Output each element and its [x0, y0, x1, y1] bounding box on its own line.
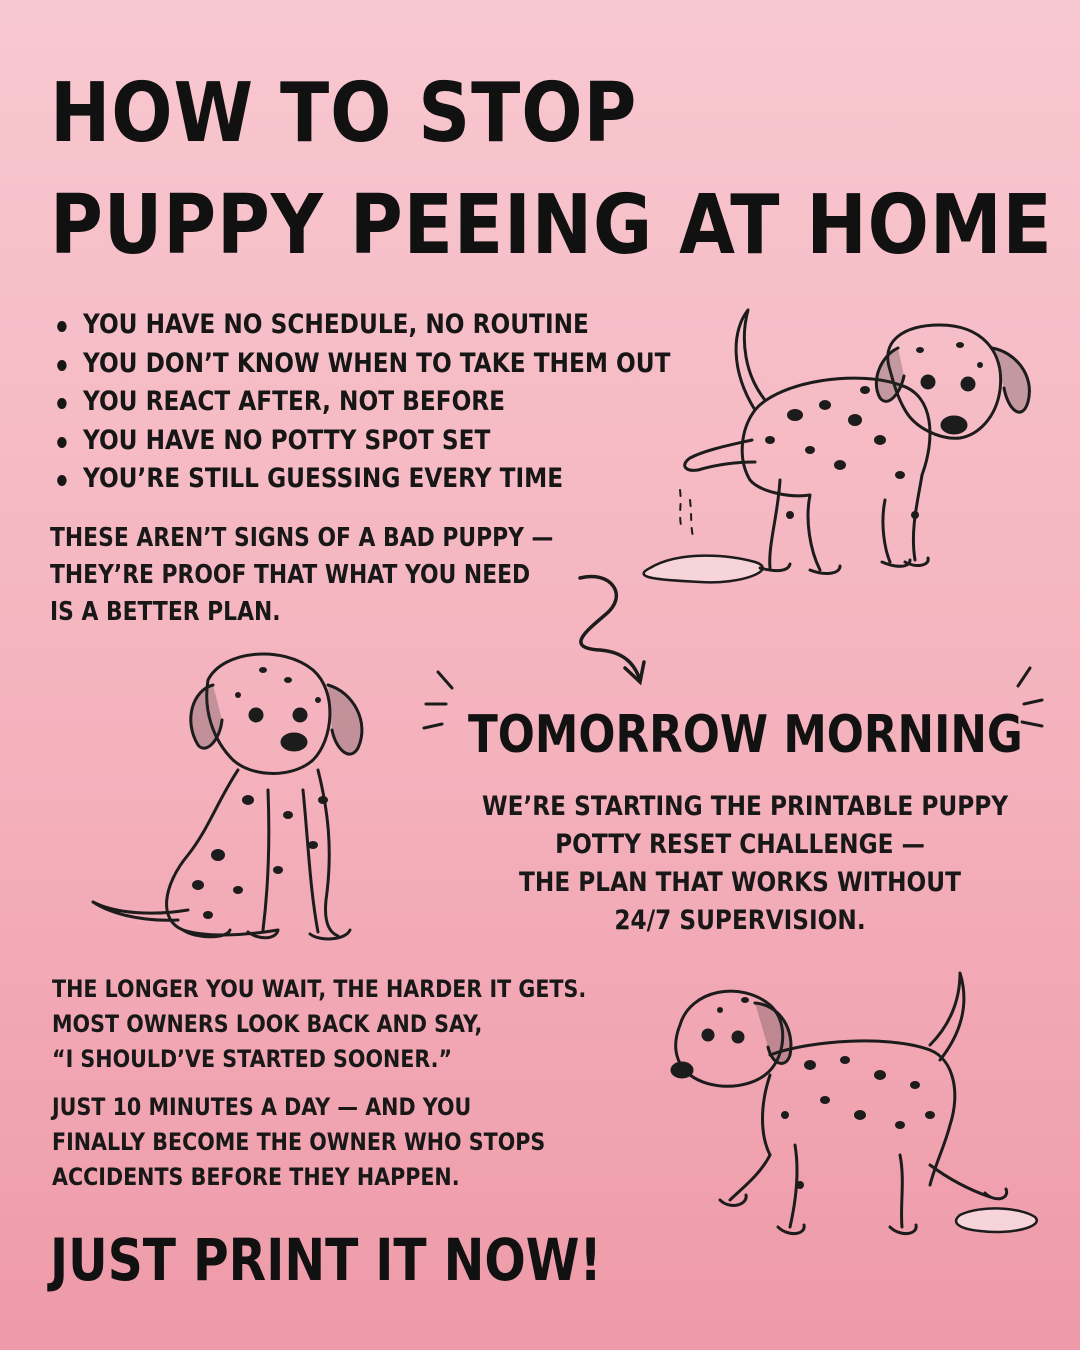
- title-line-1: HOW TO STOP: [50, 66, 638, 161]
- problem-item: YOU DON’T KNOW WHEN TO TAKE THEM OUT: [52, 345, 620, 384]
- challenge-line: POTTY RESET CHALLENGE —: [555, 829, 925, 860]
- paws: [760, 558, 928, 573]
- tail: [736, 310, 765, 410]
- ear-left: [191, 685, 222, 748]
- challenge-line: WE’RE STARTING THE PRINTABLE PUPPY: [482, 791, 1009, 822]
- better-plan-line: THEY’RE PROOF THAT WHAT YOU NEED: [50, 560, 531, 590]
- better-plan-text: [50, 520, 553, 631]
- tomorrow-morning-heading: TOMORROW MORNING: [468, 705, 1023, 765]
- page-title: [50, 58, 1053, 282]
- print-now-cta: JUST PRINT IT NOW!: [50, 1226, 602, 1294]
- problem-list: [52, 306, 712, 499]
- minutes-line: ACCIDENTS BEFORE THEY HAPPEN.: [52, 1163, 460, 1191]
- wait-line: THE LONGER YOU WAIT, THE HARDER IT GETS.: [52, 975, 587, 1003]
- ear-left: [876, 348, 904, 401]
- challenge-line: 24/7 SUPERVISION.: [614, 905, 866, 936]
- better-plan-line: IS A BETTER PLAN.: [50, 597, 281, 627]
- wait-line: “I SHOULD’VE STARTED SOONER.”: [52, 1045, 453, 1073]
- wait-text: [52, 972, 586, 1077]
- better-plan-line: THESE AREN’T SIGNS OF A BAD PUPPY —: [50, 523, 554, 553]
- challenge-text: [440, 788, 1040, 940]
- peeing-puppy-illustration: [660, 300, 1060, 600]
- sitting-puppy-illustration: [88, 640, 388, 960]
- problem-item: YOU’RE STILL GUESSING EVERY TIME: [52, 460, 620, 499]
- minutes-line: JUST 10 MINUTES A DAY — AND YOU: [52, 1093, 472, 1121]
- tail: [93, 902, 188, 920]
- problem-item: YOU REACT AFTER, NOT BEFORE: [52, 383, 620, 422]
- challenge-line: THE PLAN THAT WORKS WITHOUT: [519, 867, 961, 898]
- problem-item: YOU HAVE NO SCHEDULE, NO ROUTINE: [52, 306, 620, 345]
- walking-puppy-illustration: [660, 965, 1050, 1255]
- puddle: [956, 1208, 1037, 1232]
- ear-right: [328, 685, 362, 754]
- tail: [930, 973, 964, 1060]
- minutes-line: FINALLY BECOME THE OWNER WHO STOPS: [52, 1128, 546, 1156]
- body: [167, 770, 338, 936]
- wait-line: MOST OWNERS LOOK BACK AND SAY,: [52, 1010, 483, 1038]
- front-legs: [263, 790, 318, 932]
- title-line-2: PUPPY PEEING AT HOME: [50, 178, 1053, 273]
- legs: [730, 1145, 990, 1227]
- head: [207, 654, 330, 774]
- problem-item: YOU HAVE NO POTTY SPOT SET: [52, 422, 620, 461]
- minutes-text: [52, 1090, 545, 1195]
